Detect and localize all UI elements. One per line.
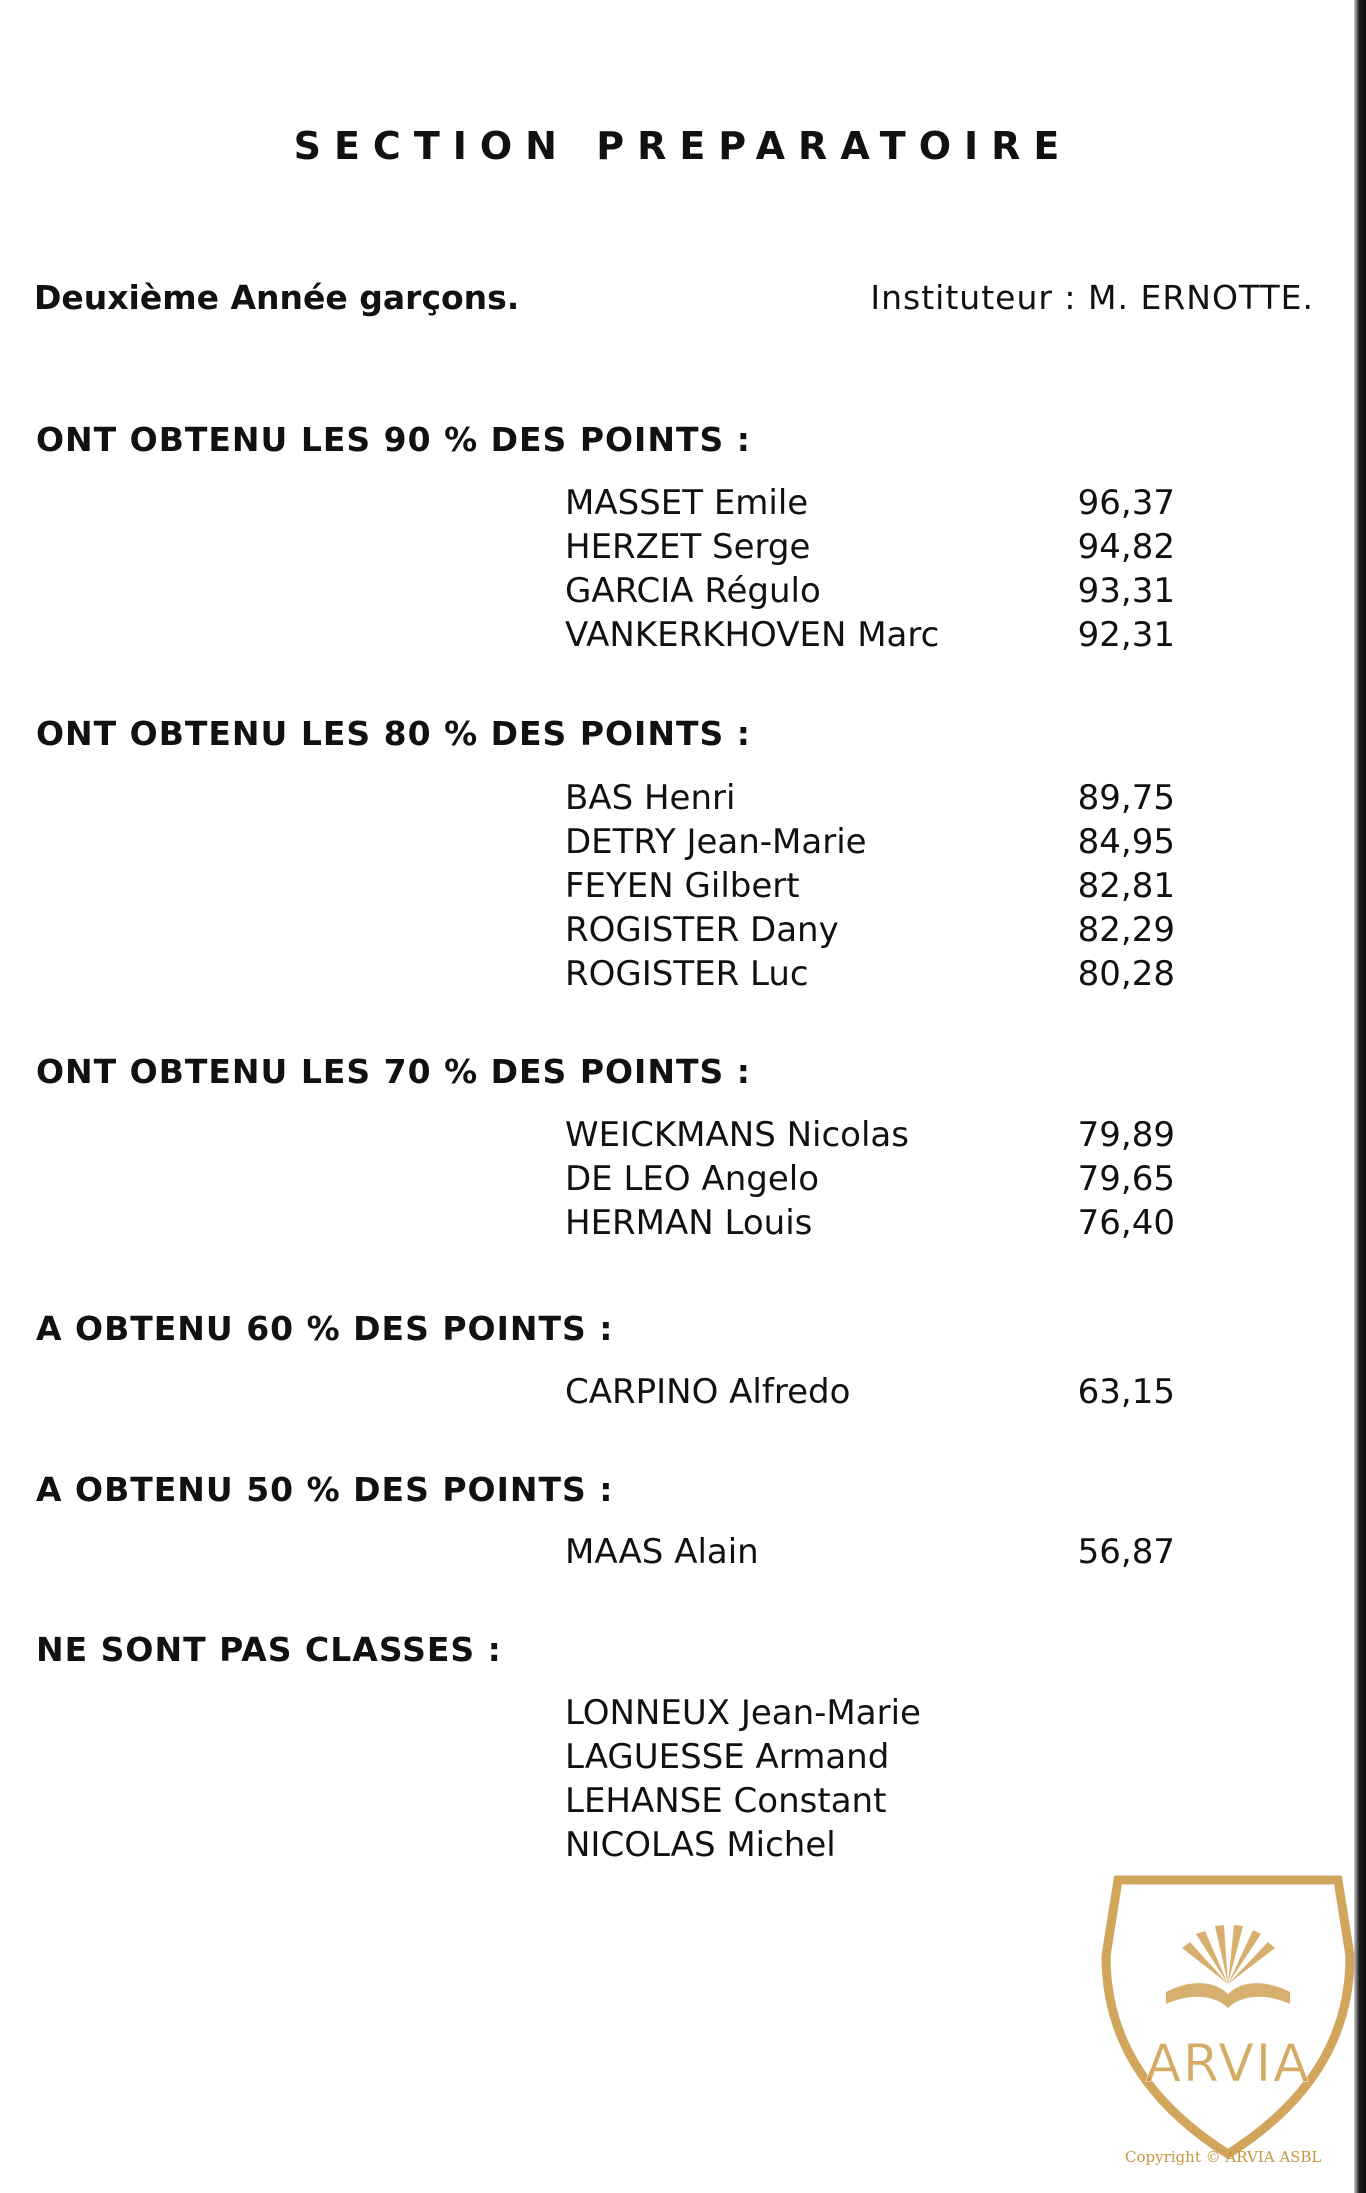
copyright-notice: Copyright © ARVIA ASBL	[1125, 2148, 1322, 2166]
student-name: LONNEUX Jean-Marie	[565, 1693, 921, 1733]
section-heading-unclassified: NE SONT PAS CLASSES :	[36, 1630, 502, 1669]
student-row	[565, 571, 1175, 615]
student-score: 79,89	[1077, 1115, 1175, 1155]
student-name: MAAS Alain	[565, 1532, 759, 1572]
student-name: HERMAN Louis	[565, 1203, 813, 1243]
student-name: LEHANSE Constant	[565, 1781, 887, 1821]
student-name: CARPINO Alfredo	[565, 1372, 851, 1412]
logo-text: ARVIA	[1145, 2034, 1311, 2094]
student-name: DETRY Jean-Marie	[565, 822, 867, 862]
student-score: 94,82	[1077, 527, 1175, 567]
section-heading-50: A OBTENU 50 % DES POINTS :	[36, 1470, 614, 1509]
student-score: 96,37	[1077, 483, 1175, 523]
arvia-logo-watermark	[1098, 1866, 1358, 2166]
student-row	[565, 483, 1175, 527]
student-name: HERZET Serge	[565, 527, 811, 567]
student-row	[565, 1115, 1175, 1159]
student-row	[565, 527, 1175, 571]
page-title: SECTION PREPARATOIRE	[293, 124, 1073, 168]
student-name: ROGISTER Dany	[565, 910, 839, 950]
student-name: BAS Henri	[565, 778, 736, 818]
student-row	[565, 778, 1175, 822]
student-name: WEICKMANS Nicolas	[565, 1115, 909, 1155]
student-row	[565, 910, 1175, 954]
student-row	[565, 1159, 1175, 1203]
section-heading-60: A OBTENU 60 % DES POINTS :	[36, 1309, 614, 1348]
page-edge-shadow	[1354, 0, 1366, 2193]
student-name: GARCIA Régulo	[565, 571, 821, 611]
student-row	[565, 1372, 1175, 1416]
student-score: 82,81	[1077, 866, 1175, 906]
student-name: VANKERKHOVEN Marc	[565, 615, 940, 655]
student-row	[565, 1737, 1175, 1781]
student-name: LAGUESSE Armand	[565, 1737, 890, 1777]
student-score: 76,40	[1077, 1203, 1175, 1243]
student-score: 79,65	[1077, 1159, 1175, 1199]
student-name: NICOLAS Michel	[565, 1825, 836, 1865]
student-row	[565, 1781, 1175, 1825]
student-row	[565, 1203, 1175, 1247]
class-name: Deuxième Année garçons.	[34, 278, 520, 317]
student-score: 89,75	[1077, 778, 1175, 818]
student-score: 84,95	[1077, 822, 1175, 862]
shield-outline	[1106, 1880, 1350, 2154]
student-score: 56,87	[1077, 1532, 1175, 1572]
student-name: MASSET Emile	[565, 483, 809, 523]
section-heading-90: ONT OBTENU LES 90 % DES POINTS :	[36, 420, 751, 459]
section-heading-70: ONT OBTENU LES 70 % DES POINTS :	[36, 1052, 751, 1091]
student-row	[565, 615, 1175, 659]
student-name: ROGISTER Luc	[565, 954, 809, 994]
student-score: 92,31	[1077, 615, 1175, 655]
student-score: 82,29	[1077, 910, 1175, 950]
teacher-name: Instituteur : M. ERNOTTE.	[870, 278, 1314, 317]
student-row	[565, 1532, 1175, 1576]
student-row	[565, 822, 1175, 866]
student-name: DE LEO Angelo	[565, 1159, 820, 1199]
section-heading-80: ONT OBTENU LES 80 % DES POINTS :	[36, 714, 751, 753]
student-score: 93,31	[1077, 571, 1175, 611]
student-name: FEYEN Gilbert	[565, 866, 800, 906]
student-row	[565, 954, 1175, 998]
student-row	[565, 1825, 1175, 1869]
student-row	[565, 866, 1175, 910]
student-score: 63,15	[1077, 1372, 1175, 1412]
student-score: 80,28	[1077, 954, 1175, 994]
student-row	[565, 1693, 1175, 1737]
